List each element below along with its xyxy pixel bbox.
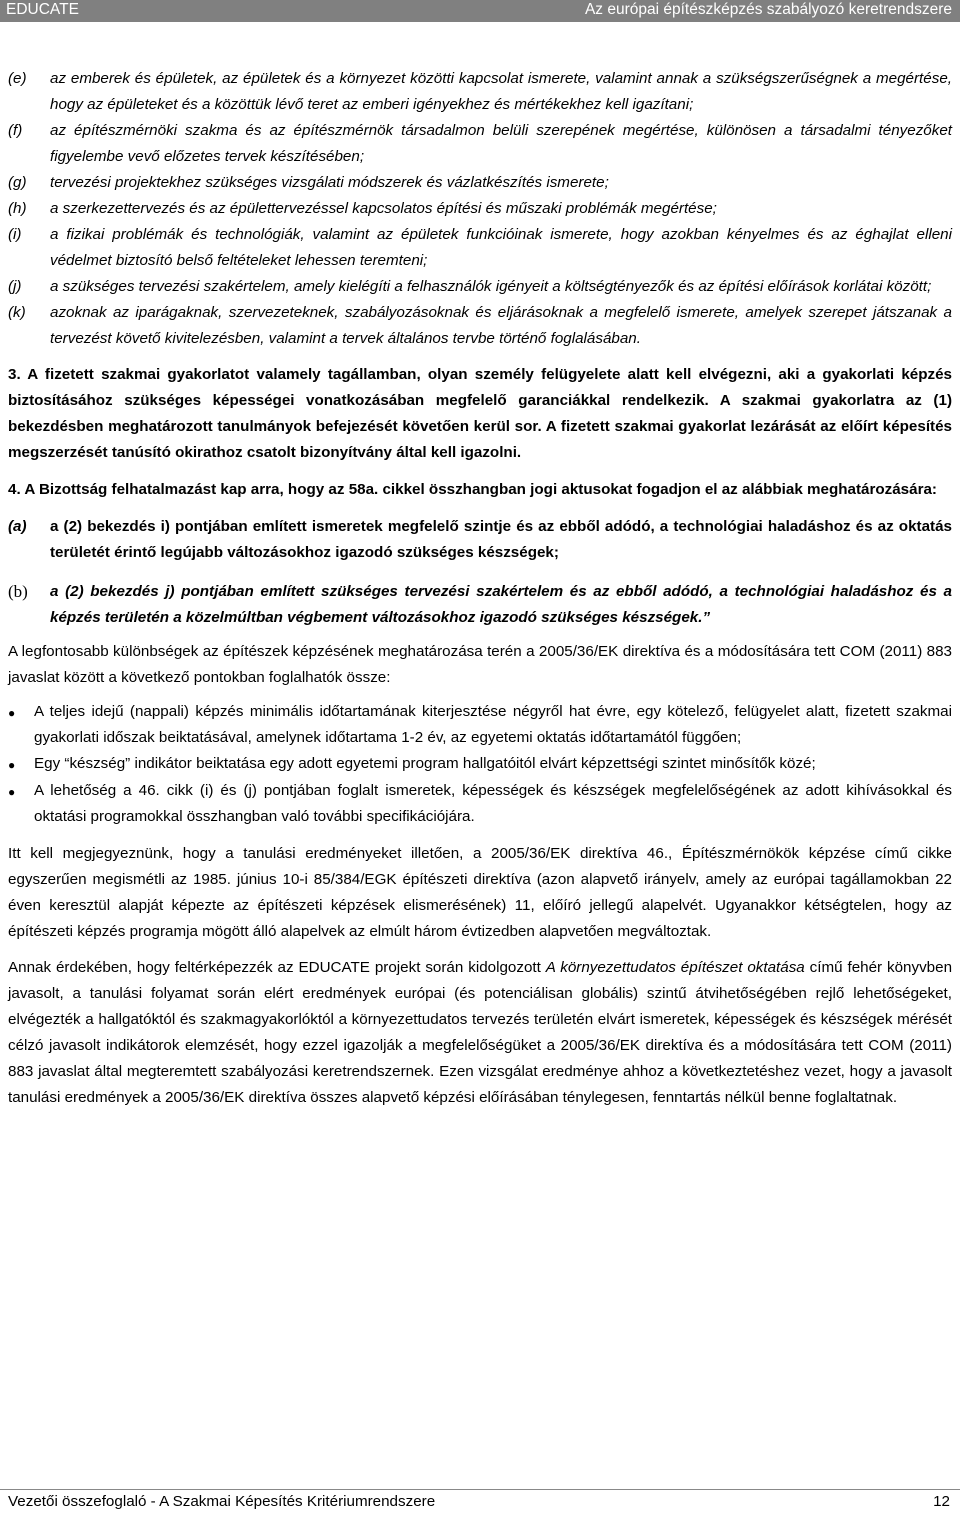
item-text: az építészmérnöki szakma és az építészmérnök társadalmon belüli szerepének megértése, különösen a társadalmi tényezőket figyelembe vevő előzetes tervek készítésében; [50,122,952,165]
item-label: (e) [8,70,27,87]
list-item-h [8,196,952,222]
list-item-f [8,118,952,170]
bullet-icon: ● [8,785,16,799]
item-text: az emberek és épületek, az épületek és a környezet közötti kapcsolat ismerete, valamint annak a szükségszerűségnek a megértése, hogy az épületeket és a közöttük lévő teret az emberi igényekhez és mértékekhez kell igazítani; [50,70,952,113]
list-item-i [8,222,952,274]
header-left: EDUCATE [6,1,79,18]
document-body [8,66,952,1111]
item-text: a szükséges tervezési szakértelem, amely kielégíti a felhasználók igényeit a költségtényezők és az építési előírások korlátai között; [50,278,932,295]
list-item-g [8,170,952,196]
bullet-item [8,778,952,830]
item-label: (j) [8,278,22,295]
item-label: (b) [8,582,28,601]
bullet-text: A lehetőség a 46. cikk (i) és (j) pontjában foglalt ismeretek, képességek és készségek megfelelőségének az adott kihívásokkal és oktatási programokkal összhangban való további specifikációjára. [34,782,952,825]
paragraph-final-part2: című fehér könyvben javasolt, a tanulási folyamat során elért eredmények európai (és potenciálisan globális) szintű átvihetőségében rejlő lehetőségeket, elvégezték a hallgatóktól és szakmagyakorlóktól a környezettudatos tervezés területén elvárt ismeretek, képességek és készségek mérését célzó javasolt indikátorok elemzését, hogy ezzel igazolják a megfelelőségüket a 2005/36/EK direktíva és a módosítására tett COM (2011) 883 javaslat által megteremtett szabályozási keretrendszernek. Ezen vizsgálat eredménye ahhoz a következtetéshez vezet, hogy a javasolt tanulási eredmények a 2005/36/EK direktíva összes alapvető képzési előírásában ténylegesen, fenntartás nélkül benne foglaltatnak. [8,959,953,1106]
item-label: (i) [8,226,22,243]
white-paper-title: A környezettudatos építészet oktatása [545,959,805,976]
bullet-item [8,699,952,751]
item-text: tervezési projektekhez szükséges vizsgálati módszerek és vázlatkészítés ismerete; [50,174,609,191]
list-item-a [8,514,952,566]
paragraph-3: 3. A fizetett szakmai gyakorlatot valamely tagállamban, olyan személy felügyelete alatt kell elvégezni, aki a gyakorlati képzés biztosításához szükséges képességei vonatkozásában megfelelő garanciákkal rendelkezik. A szakmai gyakorlatra az (1) bekezdésben meghatározott tanulmányok befejezését követően kerül sor. A fizetett szakmai gyakorlat lezárását az előírt képesítés megszerzését tanúsító okirathoz csatolt bizonyítvány által kell igazolni. [8,366,952,461]
item-label: (a) [8,518,27,535]
list-bold-items [8,514,952,631]
bullet-text: A teljes idejű (nappali) képzés minimális időtartamának kiterjesztése négyről hat évre, egy kötelező, felügyelet alatt, fizetett szakmai gyakorlati időszak beiktatásával, amelynek időtartama 1-2 év, az egyetemi oktatás időtartamától függően; [34,703,952,746]
paragraph-note: Itt kell megjegyeznünk, hogy a tanulási eredményeket illetően, a 2005/36/EK direktíva 46., Építészmérnökök képzése című cikke egyszerűen megismétli az 1985. június 10-i 85/384/EGK építészeti direktíva (azon alapvető irányelv, amely az európai tagállamokban 22 éven keresztül alapját képezte az építészeti képzések elismerésének) 11, előíró jellegű alapelvét. Ugyanakkor kétségtelen, hogy az építészeti képzés programja mögött álló alapelvek az elmúlt három évtizedben alapvetően megváltoztak. [8,845,952,940]
item-label: (h) [8,200,27,217]
bullet-icon: ● [8,706,16,720]
page-number: 12 [933,1493,950,1510]
header-title: Az európai építészképzés szabályozó keretrendszere [584,1,952,18]
item-text: a (2) bekezdés j) pontjában említett szükséges tervezési szakértelem és az ebből adódó, a technológiai haladáshoz és a képzés területén a közelmúltban végbement változásokhoz igazodó szükséges készségek.” [50,583,952,626]
item-label: (g) [8,174,27,191]
item-text: a szerkezettervezés és az épülettervezéssel kapcsolatos építési és műszaki problémák megértése; [50,200,717,217]
item-text: a (2) bekezdés i) pontjában említett ismeretek megfelelő szintje és az ebből adódó, a technológiai haladáshoz és az oktatás területét érintő legújabb változásokhoz igazodó szükséges készségek; [50,518,952,561]
bullet-list [8,699,952,830]
page-header [0,0,960,22]
list-italic-items [8,66,952,352]
bullet-item [8,751,952,778]
footer-title: Vezetői összefoglaló - A Szakmai Képesítés Kritériumrendszere [8,1493,436,1510]
paragraph-final-part1: Annak érdekében, hogy feltérképezzék az EDUCATE projekt során kidolgozott [8,959,546,976]
item-text: azoknak az iparágaknak, szervezeteknek, szabályozásoknak és eljárásoknak a megfelelő ismerete, amelyek szerepet játszanak a tervezést követő kivitelezésben, valamint a tervek általános tervbe történő foglalásában. [50,304,952,347]
item-text: a fizikai problémák és technológiák, valamint az épületek funkcióinak ismerete, hogy azokban kényelmes és az éghajlat elleni védelmet biztosító belső feltételeket lehessen teremteni; [50,226,952,269]
list-item-j [8,274,952,300]
bullet-text: Egy “készség” indikátor beiktatása egy adott egyetemi program hallgatóitól elvárt képzettségi szintet minősítők közé; [34,755,816,772]
list-item-e [8,66,952,118]
bullet-icon: ● [8,758,16,772]
list-item-b [8,579,952,631]
item-label: (k) [8,304,26,321]
page-footer [0,1489,960,1512]
paragraph-4: 4. A Bizottság felhatalmazást kap arra, hogy az 58a. cikkel összhangban jogi aktusokat fogadjon el az alábbiak meghatározására: [8,481,937,498]
paragraph-intro: A legfontosabb különbségek az építészek képzésének meghatározása terén a 2005/36/EK direktíva és a módosítására tett COM (2011) 883 javaslat között a következő pontokban foglalhatók össze: [8,643,952,686]
list-item-k [8,300,952,352]
paragraph-final [8,955,952,1111]
item-label: (f) [8,122,23,139]
